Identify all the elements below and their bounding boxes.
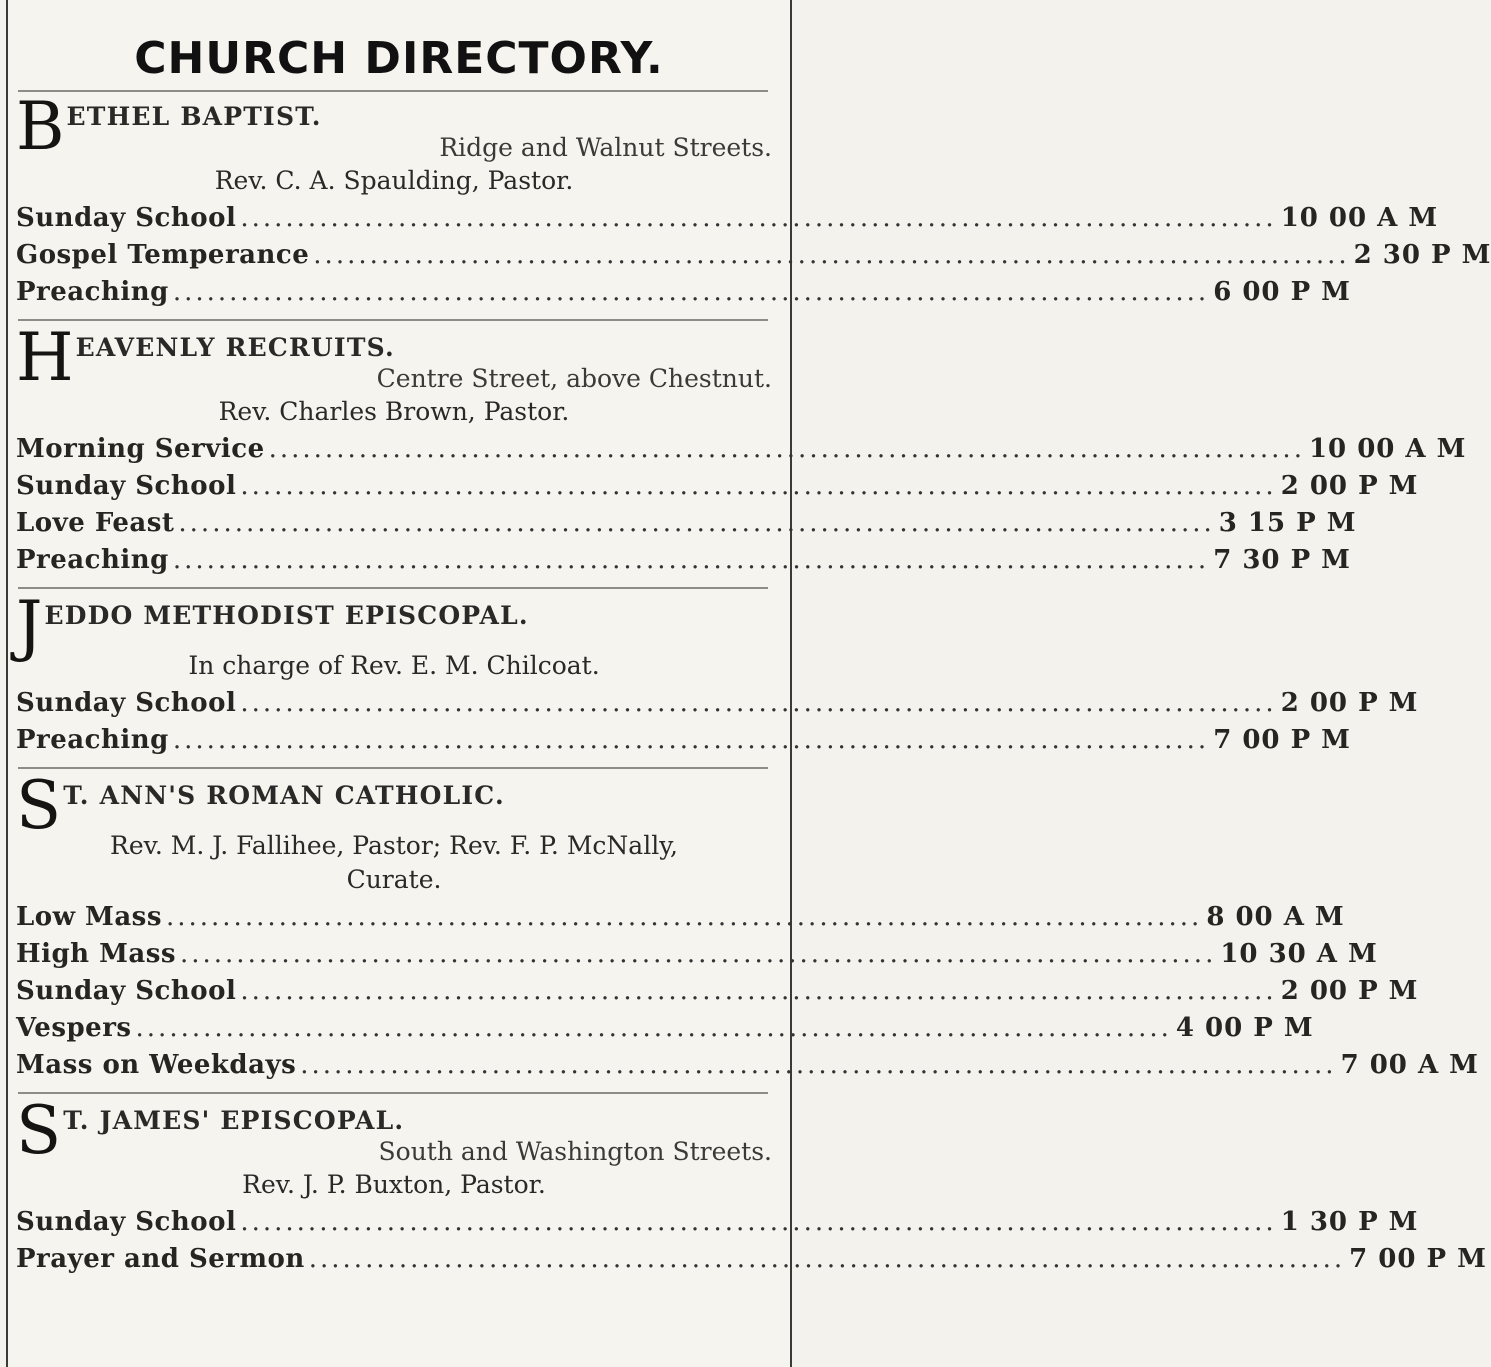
- service-time: 2 00 P M: [1280, 471, 1419, 501]
- service-time: 7 30 P M: [1213, 545, 1351, 575]
- church-address: South and Washington Streets.: [378, 1137, 772, 1166]
- dot-leader: ............................................................................................: [308, 1244, 1346, 1274]
- church-name: T. JAMES' EPISCOPAL.: [63, 1106, 405, 1135]
- church-name: EAVENLY RECRUITS.: [75, 333, 395, 362]
- service-name: Sunday School: [16, 203, 237, 233]
- dot-leader: ............................................................................................: [135, 1013, 1172, 1043]
- service-time: 8 00 A M: [1206, 902, 1345, 932]
- service-row: [16, 1204, 1419, 1241]
- service-time: 10 00 A M: [1280, 203, 1439, 233]
- church-heading: [16, 587, 772, 664]
- service-row: [16, 200, 1439, 237]
- service-row: [16, 1241, 1487, 1278]
- dot-leader: ............................................................................................: [172, 725, 1210, 755]
- church-st-anns: [8, 767, 1479, 1084]
- dot-leader: ............................................................................................: [179, 939, 1217, 969]
- church-name: T. ANN'S ROMAN CATHOLIC.: [63, 781, 505, 810]
- service-row: [16, 468, 1419, 505]
- service-time: 7 00 P M: [1349, 1244, 1487, 1274]
- dot-leader: ............................................................................................: [240, 471, 1277, 501]
- church-pastor: Rev. C. A. Spaulding, Pastor.: [214, 166, 574, 195]
- service-time: 2 00 P M: [1280, 976, 1419, 1006]
- drop-cap: S: [16, 767, 62, 844]
- service-row: [16, 542, 1351, 579]
- service-time: 6 00 P M: [1213, 277, 1351, 307]
- dot-leader: ............................................................................................: [172, 277, 1210, 307]
- church-pastor-continued: Curate.: [346, 865, 442, 894]
- service-row: [16, 722, 1351, 759]
- service-row: [16, 936, 1378, 973]
- church-heading: [16, 767, 772, 844]
- dot-leader: ............................................................................................: [240, 976, 1277, 1006]
- service-name: Low Mass: [16, 902, 162, 932]
- church-name: EDDO METHODIST EPISCOPAL.: [44, 601, 529, 630]
- church-pastor: Rev. M. J. Fallihee, Pastor; Rev. F. P. McNally,: [110, 831, 678, 860]
- church-jeddo-methodist: [8, 587, 1419, 759]
- dot-leader: ............................................................................................: [172, 545, 1210, 575]
- church-address: Ridge and Walnut Streets.: [439, 133, 772, 162]
- page-title: CHURCH DIRECTORY.: [134, 33, 664, 84]
- dot-leader: ............................................................................................: [240, 1207, 1277, 1237]
- service-time: 4 00 P M: [1175, 1013, 1314, 1043]
- service-time: 1 30 P M: [1280, 1207, 1419, 1237]
- church-pastor: Rev. J. P. Buxton, Pastor.: [242, 1170, 546, 1199]
- service-time: 3 15 P M: [1218, 508, 1357, 538]
- church-st-james: [8, 1092, 1487, 1278]
- service-name: Love Feast: [16, 508, 175, 538]
- service-time: 7 00 A M: [1340, 1050, 1479, 1080]
- service-time: 2 00 P M: [1280, 688, 1419, 718]
- service-name: Vespers: [16, 1013, 132, 1043]
- service-name: High Mass: [16, 939, 176, 969]
- service-name: Sunday School: [16, 1207, 237, 1237]
- service-row: [16, 431, 1467, 468]
- service-time: 7 00 P M: [1213, 725, 1351, 755]
- church-address: Centre Street, above Chestnut.: [376, 364, 772, 393]
- dot-leader: ............................................................................................: [300, 1050, 1337, 1080]
- service-name: Sunday School: [16, 976, 237, 1006]
- service-time: 10 30 A M: [1220, 939, 1378, 969]
- drop-cap: B: [16, 88, 65, 165]
- dot-leader: ............................................................................................: [178, 508, 1215, 538]
- church-bethel-baptist: [8, 88, 1491, 311]
- service-row: [16, 685, 1419, 722]
- drop-cap: S: [16, 1092, 62, 1169]
- service-name: Preaching: [16, 277, 169, 307]
- church-name: ETHEL BAPTIST.: [66, 102, 322, 131]
- drop-cap: J: [16, 587, 43, 664]
- dot-leader: ............................................................................................: [313, 240, 1350, 270]
- service-name: Mass on Weekdays: [16, 1050, 297, 1080]
- service-row: [16, 899, 1345, 936]
- service-row: [16, 973, 1419, 1010]
- service-name: Gospel Temperance: [16, 240, 310, 270]
- service-row: [16, 274, 1351, 311]
- service-name: Prayer and Sermon: [16, 1244, 305, 1274]
- newspaper-column: [6, 0, 1491, 1367]
- drop-cap: H: [16, 319, 74, 396]
- service-time: 2 30 P M: [1353, 240, 1491, 270]
- service-time: 10 00 A M: [1308, 434, 1467, 464]
- dot-leader: ............................................................................................: [165, 902, 1203, 932]
- church-pastor: In charge of Rev. E. M. Chilcoat.: [188, 651, 600, 680]
- service-name: Preaching: [16, 545, 169, 575]
- service-name: Sunday School: [16, 471, 237, 501]
- church-heavenly-recruits: [8, 319, 1467, 579]
- church-pastor: Rev. Charles Brown, Pastor.: [218, 397, 570, 426]
- service-row: [16, 237, 1491, 274]
- service-row: [16, 1047, 1479, 1084]
- service-name: Morning Service: [16, 434, 265, 464]
- dot-leader: ............................................................................................: [240, 203, 1277, 233]
- service-name: Sunday School: [16, 688, 237, 718]
- service-row: [16, 1010, 1314, 1047]
- service-name: Preaching: [16, 725, 169, 755]
- dot-leader: ............................................................................................: [268, 434, 1305, 464]
- service-row: [16, 505, 1357, 542]
- dot-leader: ............................................................................................: [240, 688, 1277, 718]
